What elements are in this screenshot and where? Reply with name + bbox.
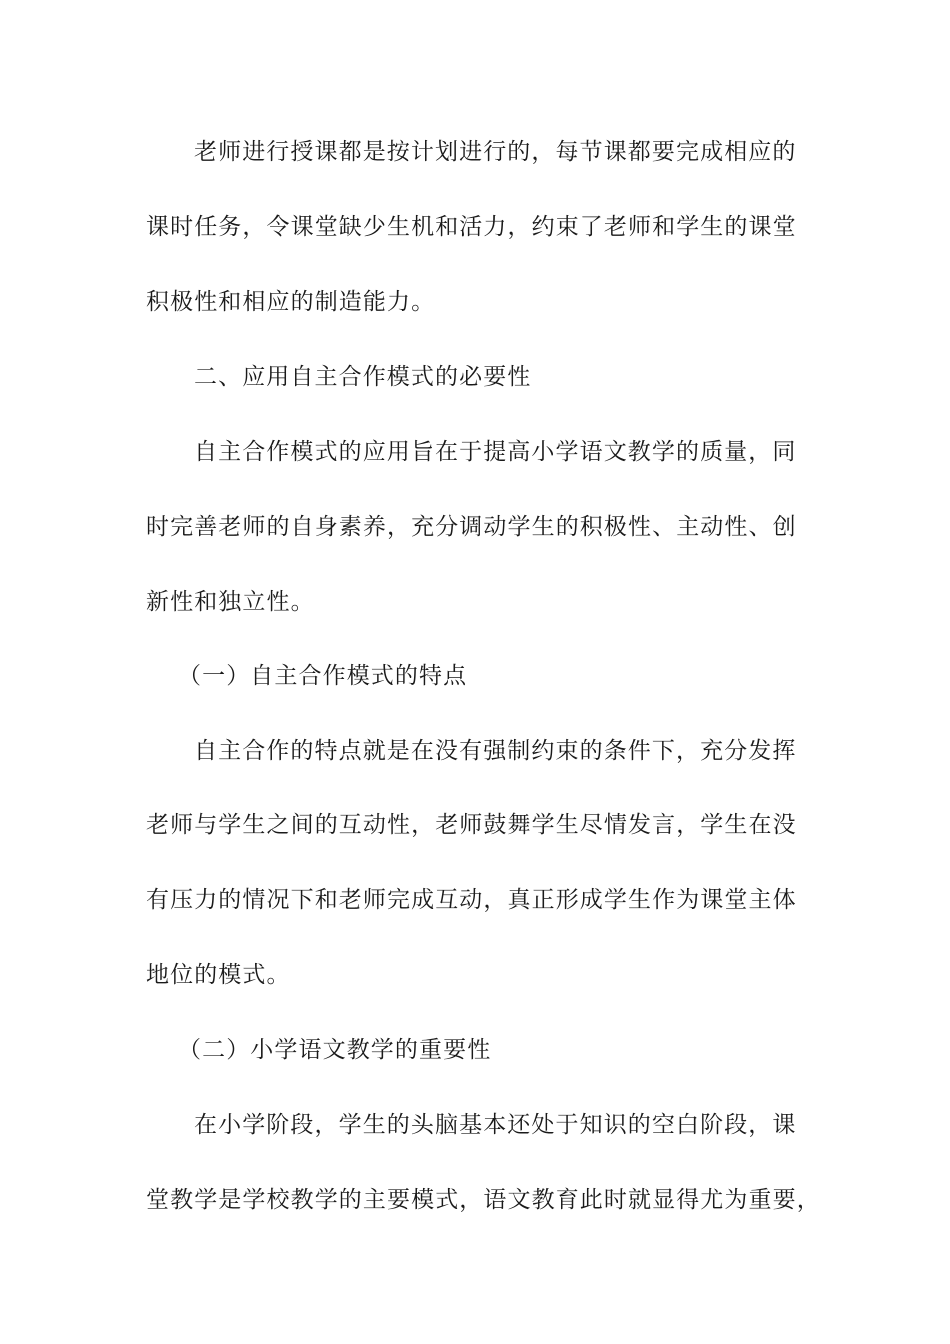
subsection-heading: （二）小学语文教学的重要性 <box>178 1037 492 1063</box>
paragraph-line: 有压力的情况下和老师完成互动，真正形成学生作为课堂主体 <box>146 887 797 913</box>
paragraph-line: 新性和独立性。 <box>146 589 315 615</box>
paragraph-line: 老师与学生之间的互动性，老师鼓舞学生尽情发言，学生在没 <box>146 812 797 838</box>
paragraph-line: 堂教学是学校教学的主要模式，语文教育此时就显得尤为重要， <box>146 1187 821 1213</box>
section-heading: 二、应用自主合作模式的必要性 <box>194 364 532 390</box>
paragraph-line: 在小学阶段，学生的头脑基本还处于知识的空白阶段，课 <box>194 1112 797 1138</box>
paragraph-line: 老师进行授课都是按计划进行的，每节课都要完成相应的 <box>194 139 797 165</box>
paragraph-line: 自主合作模式的应用旨在于提高小学语文教学的质量，同 <box>194 439 797 465</box>
paragraph-line: 自主合作的特点就是在没有强制约束的条件下，充分发挥 <box>194 738 797 764</box>
subsection-heading: （一）自主合作模式的特点 <box>178 663 468 689</box>
paragraph-line: 积极性和相应的制造能力。 <box>146 289 436 315</box>
paragraph-line: 时完善老师的自身素养，充分调动学生的积极性、主动性、创 <box>146 514 797 540</box>
paragraph-line: 课时任务，令课堂缺少生机和活力，约束了老师和学生的课堂 <box>146 214 797 240</box>
paragraph-line: 地位的模式。 <box>146 962 291 988</box>
